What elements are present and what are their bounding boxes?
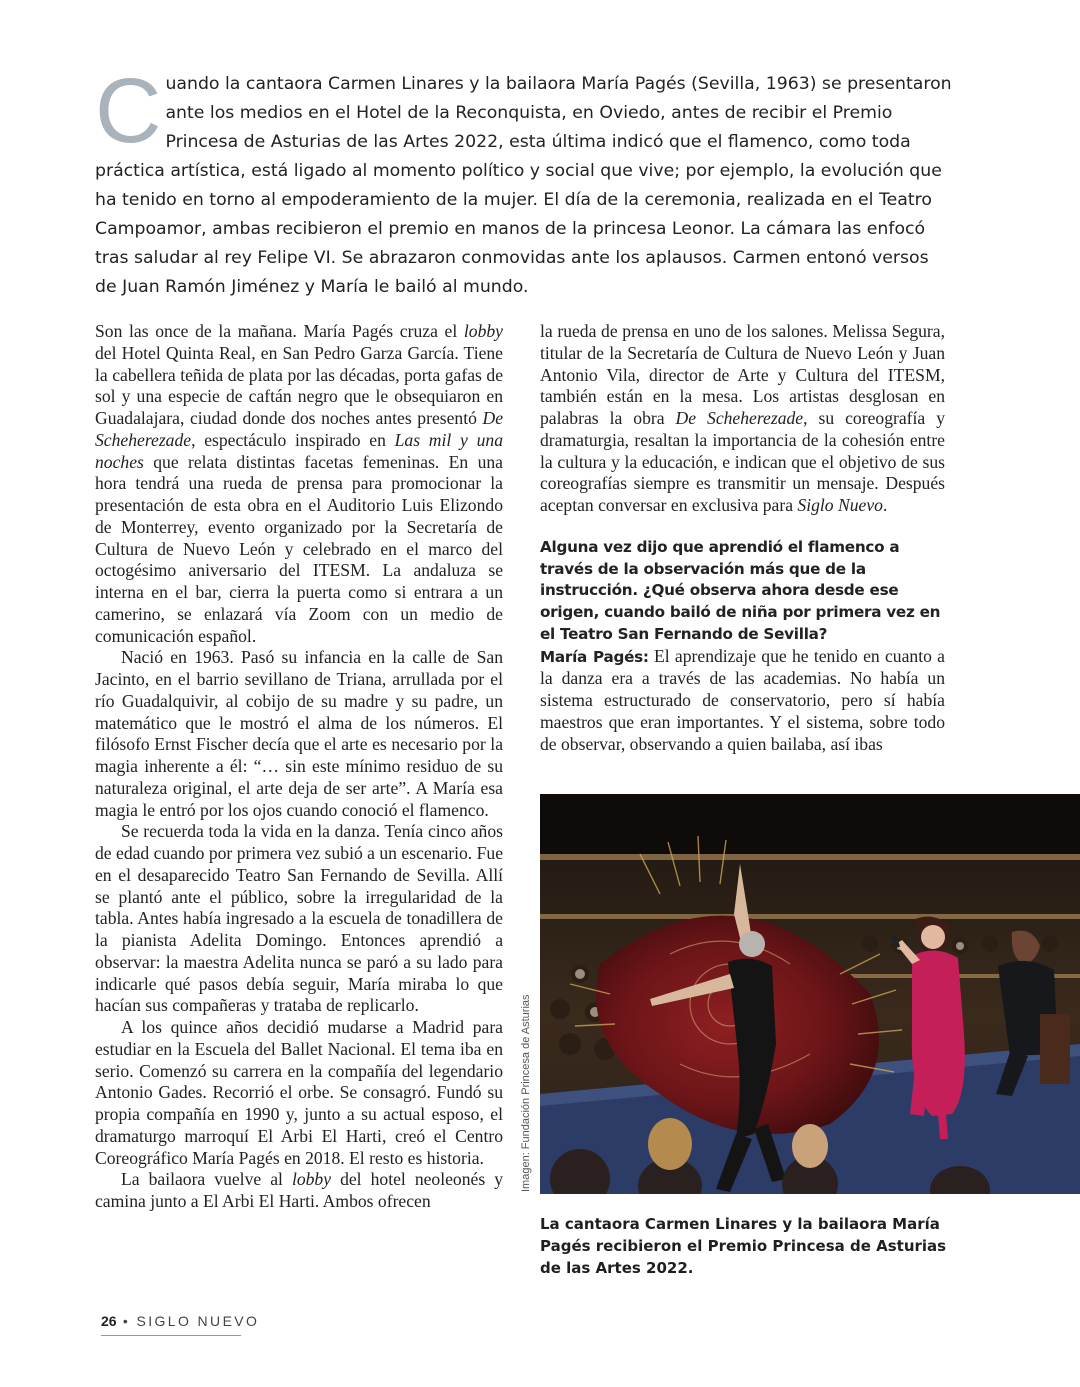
text-run: , su coreografía y dramaturgia, resaltan la importancia de la cohesión entre la cultura y la educación, e indican que el objetivo de sus coreografías siempre es transmitir un mensaje. Después aceptan conversar en exclusiva para <box>540 408 945 515</box>
photo-caption: La cantaora Carmen Linares y la bailaora María Pagés recibieron el Premio Princesa de Asturias de las Artes 2022. <box>540 1215 947 1277</box>
text-run: , espectáculo inspirado en <box>191 429 395 450</box>
ceremony-photo <box>540 794 1080 1194</box>
body-paragraph: A los quince años decidió mudarse a Madrid para estudiar en la Escuela del Ballet Nacional. El tema iba en serio. Comenzó su carrera en la compañía del legendario Antonio Gades. Recorrió el orbe. Se consagró. Fundó su propia compañía en 1990 y, junto a su actual esposo, el dramaturgo marroquí El Arbi El Harti, creó el Centro Coreográfico María Pagés en 2018. El resto es historia. <box>95 1017 503 1168</box>
text-run: del Hotel Quinta Real, en San Pedro Garza García. Tiene la cabellera teñida de plata por las décadas, porta gafas de sol y una especie de caftán negro que le obsequiaron en Guadalajara, ciudad donde dos noches antes presentó <box>95 342 503 428</box>
text-run: . <box>882 495 888 515</box>
text-run: del hotel neoleonés y camina junto a El Arbi El Harti. Ambos ofrecen <box>95 1169 503 1211</box>
italic-text: lobby <box>291 1169 332 1190</box>
lead-intro <box>95 60 955 302</box>
footer-separator: • <box>116 1313 137 1329</box>
text-run: La bailaora vuelve al <box>121 1169 292 1190</box>
interview-answer <box>540 646 945 756</box>
page-number: 26 <box>101 1313 117 1329</box>
body-paragraph <box>95 321 503 647</box>
drop-cap: C <box>95 60 162 162</box>
article-column-right <box>540 321 945 755</box>
text-run: Son las once de la mañana. María Pagés cruza el <box>95 321 464 341</box>
page-footer <box>101 1313 260 1336</box>
italic-text: Las mil y una noches <box>95 429 503 472</box>
interview-question: Alguna vez dijo que aprendió el flamenco a través de la observación más que de la instrucción. ¿Qué observa ahora desde ese origen, cuando bailó de niña por primera vez en el Teatro San Fernando de Sevilla? <box>540 537 941 643</box>
dancer-singer-illustration <box>540 794 1080 1194</box>
italic-text: De Scheherezade <box>95 408 503 450</box>
lead-paragraph: uando la cantaora Carmen Linares y la bailaora María Pagés (Sevilla, 1963) se presentaron ante los medios en el Hotel de la Reconquista, en Oviedo, antes de recibir el Premio Princesa de Asturias de las Artes 2022, esta última indicó que el flamenco, como toda práctica artística, está ligado al momento político y social que vive; por ejemplo, la evolución que ha tenido en torno al empoderamiento de la mujer. El día de la ceremonia, realizada en el Teatro Campoamor, ambas recibieron el premio en manos de la princesa Leonor. La cámara las enfocó tras saludar al rey Felipe VI. Se abrazaron conmovidas ante los aplausos. Carmen entonó versos de Juan Ramón Jiménez y María le bailó al mundo. <box>95 74 952 297</box>
body-paragraph: Nació en 1963. Pasó su infancia en la calle de San Jacinto, en el barrio sevillano de Triana, arrullada por el río Guadalquivir, al cobijo de su madre y su padre, un matemático que le mostró el alma de los números. El filósofo Ernst Fischer decía que el arte es necesario por la magia inherente a él: “… sin este mínimo residuo de su naturaleza original, el arte deja de ser arte”. A María esa magia le entró por los ojos cuando conoció el flamenco. <box>95 647 503 820</box>
italic-text: Siglo Nuevo <box>797 495 883 515</box>
photo-credit: Imagen: Fundación Princesa de Asturias <box>520 994 532 1192</box>
italic-text: De Scheherezade <box>675 408 804 428</box>
body-paragraph <box>540 321 945 517</box>
italic-text: lobby <box>463 321 503 341</box>
body-paragraph: Se recuerda toda la vida en la danza. Tenía cinco años de edad cuando por primera vez subió a un escenario. Fue en el desaparecido Teatro San Fernando de Sevilla. Allí se plantó ante el público, sobre la irregularidad de la tabla. Antes había ingresado a la escuela de tonadillera de la pianista Adelita Domingo. Entonces aprendió a observar: la maestra Adelita nunca se paró a su lado para indicarle qué pasos debía seguir, María miraba lo que hacían sus compañeras y trataba de replicarlo. <box>95 821 503 1016</box>
magazine-name: SIGLO NUEVO <box>136 1313 260 1329</box>
article-column-left <box>95 321 503 1213</box>
speaker-label: María Pagés: <box>540 647 649 666</box>
text-run: que relata distintas facetas femeninas. En una hora tendrá una rueda de prensa para promocionar la presentación de esta obra en el Auditorio Luis Elizondo de Monterrey, evento organizado por la Secretaría de Cultura de Nuevo León y celebrado en el marco del octogésimo aniversario del ITESM. La andaluza se interna en el bar, cierra la puerta como si entrara a un camerino, se enlazará vía Zoom con un medio de comunicación español. <box>95 451 503 646</box>
body-paragraph <box>95 1169 503 1213</box>
answer-text: El aprendizaje que he tenido en cuanto a la danza era a través de las academias. No había un sistema estructurado de conservatorio, pero sí había maestros que eran importantes. Y el sistema, sobre todo de observar, observando a quien bailaba, así ibas <box>540 645 945 754</box>
text-run: la rueda de prensa en uno de los salones. Melissa Segura, titular de la Secretaría de Cultura de Nuevo León y Juan Antonio Vila, director de Arte y Cultura del ITESM, también están en la mesa. Los artistas desglosan en palabras la obra <box>540 321 945 428</box>
